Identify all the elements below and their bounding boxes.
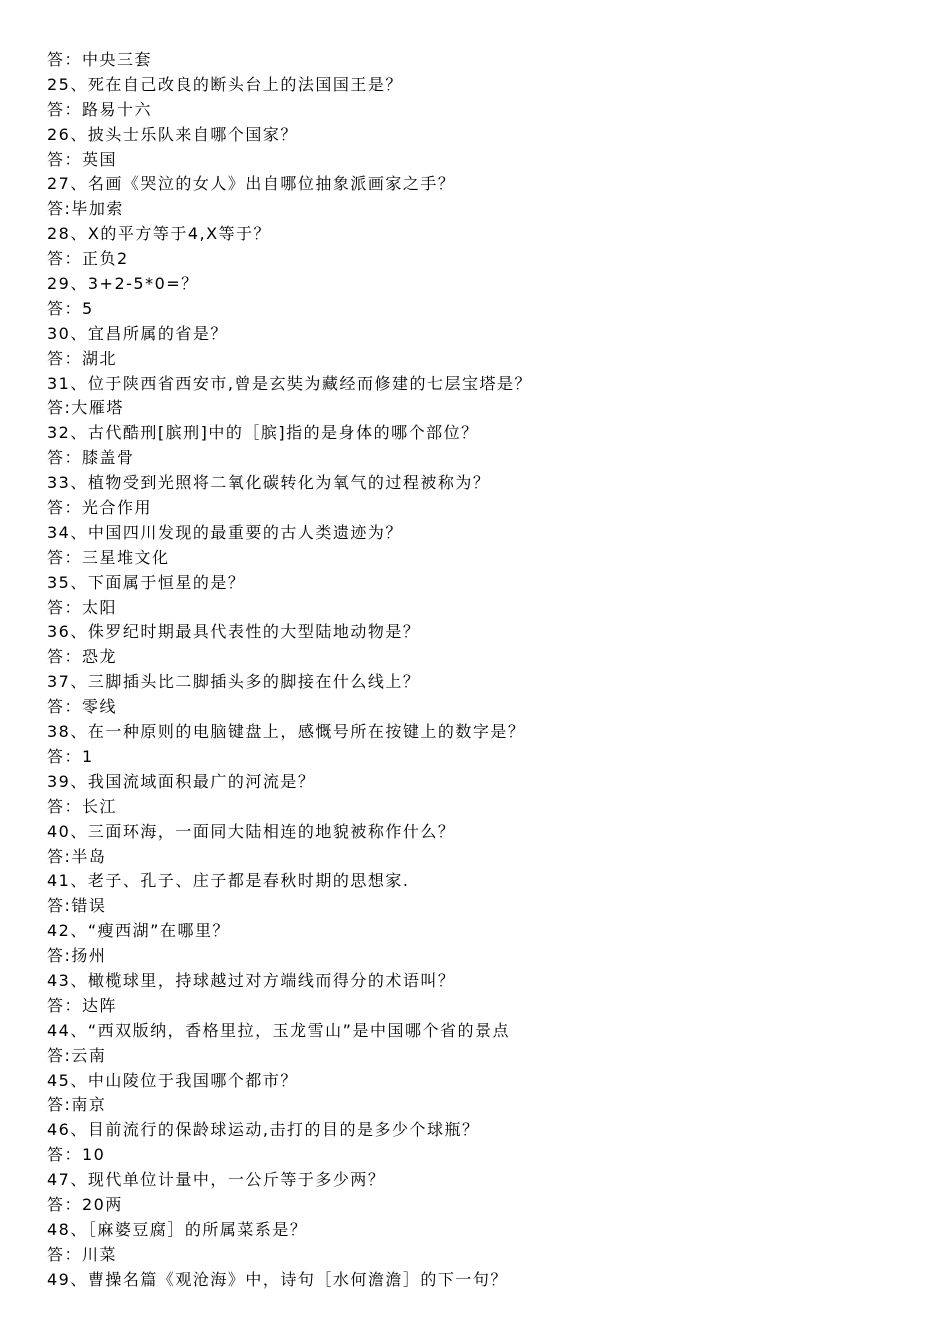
question-line: 40、三面环海，一面同大陆相连的地貌被称作什么？	[47, 821, 456, 841]
question-line: 39、我国流域面积最广的河流是？	[47, 771, 316, 791]
answer-line: 答：中央三套	[47, 50, 153, 69]
question-line: 45、中山陵位于我国哪个都市？	[47, 1070, 298, 1090]
question-line: 34、中国四川发现的最重要的古人类遗迹为？	[47, 522, 403, 542]
answer-line: 答：达阵	[47, 995, 118, 1015]
answer-line: 答：20两	[47, 1194, 123, 1214]
answer-line: 答：1	[47, 746, 94, 766]
question-line: 26、披头士乐队来自哪个国家？	[47, 124, 298, 144]
answer-line: 答:云南	[47, 1045, 107, 1065]
answer-line: 答：恐龙	[47, 647, 118, 667]
question-line: 42、“瘦西湖”在哪里？	[47, 921, 230, 941]
question-line: 29、3+2-5*0=？	[47, 274, 199, 294]
question-line: 28、X的平方等于4,X等于？	[47, 224, 272, 244]
answer-line: 答:半岛	[47, 846, 107, 866]
answer-line: 答：5	[47, 298, 94, 318]
answer-line: 答:毕加索	[47, 199, 124, 219]
question-line: 49、曹操名篇《观沧海》中，诗句［水何澹澹］的下一句？	[47, 1269, 508, 1289]
question-line: 43、橄榄球里，持球越过对方端线而得分的术语叫？	[47, 970, 456, 990]
question-line: 32、古代酷刑[膑刑]中的［膑]指的是身体的哪个部位？	[47, 423, 479, 443]
question-line: 41、老子、孔子、庄子都是春秋时期的思想家.	[47, 871, 410, 891]
answer-line: 答:南京	[47, 1095, 107, 1115]
answer-line: 答：路易十六	[47, 99, 153, 119]
answer-line: 答:错误	[47, 896, 107, 916]
answer-line: 答：湖北	[47, 348, 118, 368]
question-line: 37、三脚插头比二脚插头多的脚接在什么线上？	[47, 672, 421, 692]
question-line: 33、植物受到光照将二氧化碳转化为氧气的过程被称为？	[47, 473, 491, 493]
question-line: 35、下面属于恒星的是？	[47, 572, 246, 592]
question-line: 25、死在自己改良的断头台上的法国国王是？	[47, 74, 403, 94]
question-line: 36、侏罗纪时期最具代表性的大型陆地动物是？	[47, 622, 421, 642]
question-line: 38、在一种原则的电脑键盘上，感慨号所在按键上的数字是？	[47, 722, 526, 742]
question-line: 47、现代单位计量中，一公斤等于多少两？	[47, 1170, 386, 1190]
answer-line: 答：零线	[47, 697, 118, 717]
answer-line: 答：三星堆文化	[47, 547, 170, 567]
answer-line: 答：正负2	[47, 249, 129, 269]
answer-line: 答:大雁塔	[47, 398, 124, 418]
answer-line: 答：英国	[47, 149, 118, 169]
question-line: 44、“西双版纳，香格里拉，玉龙雪山”是中国哪个省的景点	[47, 1020, 510, 1040]
answer-line: 答：长江	[47, 796, 118, 816]
question-line: 27、名画《哭泣的女人》出自哪位抽象派画家之手？	[47, 174, 456, 194]
question-line: 30、宜昌所属的省是？	[47, 323, 228, 343]
answer-line: 答：10	[47, 1145, 106, 1165]
question-line: 48、［麻婆豆腐］的所属菜系是？	[47, 1219, 308, 1239]
answer-line: 答：膝盖骨	[47, 448, 135, 468]
answer-line: 答:扬州	[47, 946, 107, 966]
question-line: 31、位于陕西省西安市,曾是玄奘为藏经而修建的七层宝塔是？	[47, 373, 532, 393]
answer-line: 答：光合作用	[47, 498, 153, 518]
answer-line: 答：川菜	[47, 1244, 118, 1264]
question-line: 46、目前流行的保龄球运动,击打的目的是多少个球瓶？	[47, 1120, 480, 1140]
quiz-text-block	[47, 48, 907, 1293]
answer-line: 答：太阳	[47, 597, 118, 617]
